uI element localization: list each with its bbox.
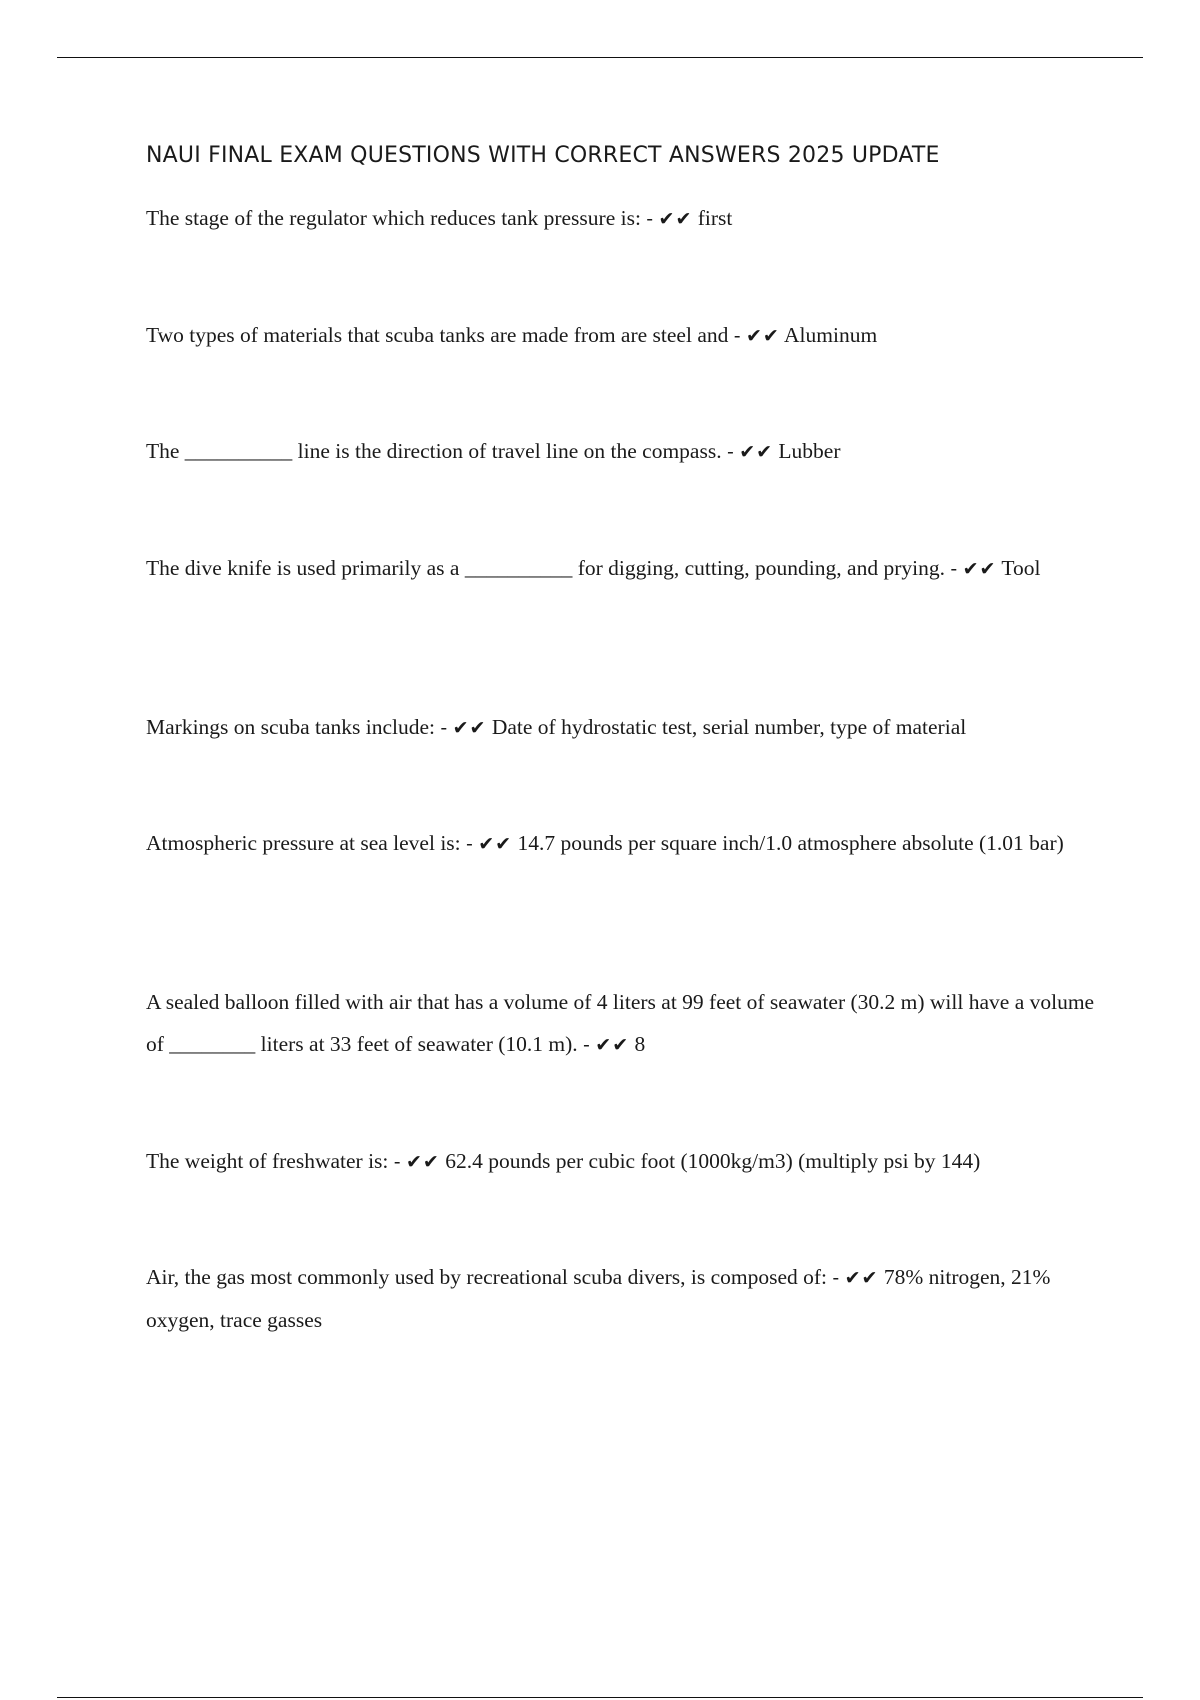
double-check-icon: ✔✔ (478, 833, 513, 855)
answer-text: first (697, 206, 733, 230)
separator: - (733, 325, 741, 347)
separator: - (583, 1034, 590, 1056)
question-text: Atmospheric pressure at sea level is: (146, 831, 461, 855)
answer-text: Tool (1001, 556, 1041, 580)
question-answer-item (146, 430, 1096, 473)
question-text: The __________ line is the direction of travel line on the compass. (146, 439, 722, 463)
separator: - (726, 441, 734, 463)
answer-text: Aluminum (784, 323, 878, 347)
top-divider (57, 57, 1143, 58)
double-check-icon: ✔✔ (844, 1267, 879, 1289)
answer-text: Lubber (778, 439, 841, 463)
double-check-icon: ✔✔ (406, 1151, 440, 1173)
separator: - (646, 208, 654, 230)
answer-text: 62.4 pounds per cubic foot (1000kg/m3) (multiply psi by 144) (445, 1149, 981, 1173)
question-answer-item (146, 197, 1096, 240)
separator: - (832, 1267, 840, 1289)
double-check-icon: ✔✔ (962, 558, 997, 580)
answer-text: Date of hydrostatic test, serial number, type of material (491, 715, 967, 739)
question-text: Markings on scuba tanks include: (146, 715, 436, 739)
question-answer-item (146, 981, 1096, 1066)
double-check-icon: ✔✔ (452, 717, 487, 739)
question-answer-item (146, 547, 1096, 590)
answer-text: 14.7 pounds per square inch/1.0 atmosphere absolute (1.01 bar) (517, 831, 1064, 855)
question-answer-item (146, 822, 1096, 865)
question-text: A sealed balloon filled with air that has a volume of 4 liters at 99 feet of seawater (30.2 m) will have a volume of ________ liters at 33 feet of seawater (10.1 m). (146, 990, 1095, 1056)
separator: - (466, 833, 473, 855)
question-text: The dive knife is used primarily as a __________ for digging, cutting, pounding, and prying. (146, 556, 945, 580)
question-answer-item (146, 314, 1096, 357)
double-check-icon: ✔✔ (595, 1034, 630, 1056)
bottom-divider (57, 1697, 1143, 1698)
question-answer-item (146, 1140, 1096, 1183)
answer-text: 8 (634, 1032, 646, 1056)
separator: - (440, 717, 448, 739)
answer-text: 78% nitrogen, 21% oxygen, trace gasses (146, 1265, 1051, 1332)
question-text: The weight of freshwater is: (146, 1149, 389, 1173)
question-answer-item (146, 706, 1096, 749)
double-check-icon: ✔✔ (745, 325, 780, 347)
question-text: Two types of materials that scuba tanks are made from are steel and (146, 323, 729, 347)
question-text: Air, the gas most commonly used by recreational scuba divers, is composed of: (146, 1265, 828, 1289)
question-answer-item (146, 1256, 1096, 1341)
document-title: NAUI FINAL EXAM QUESTIONS WITH CORRECT ANSWERS 2025 UPDATE (146, 143, 940, 168)
separator: - (393, 1151, 401, 1173)
separator: - (950, 558, 958, 580)
question-text: The stage of the regulator which reduces tank pressure is: (146, 206, 641, 230)
double-check-icon: ✔✔ (658, 208, 693, 230)
double-check-icon: ✔✔ (739, 441, 774, 463)
